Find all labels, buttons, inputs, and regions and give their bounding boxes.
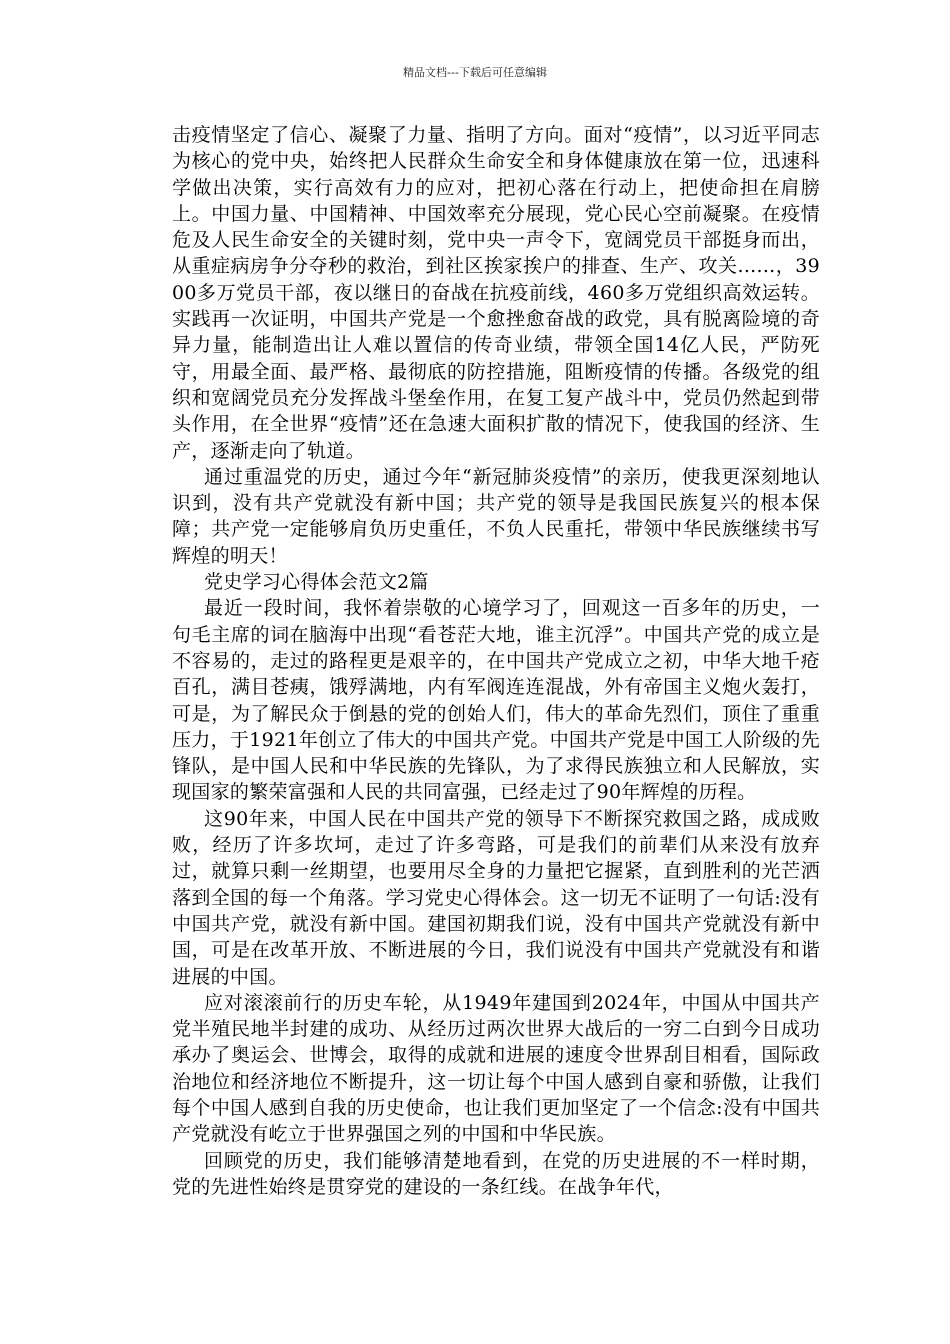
paragraph: 回顾党的历史，我们能够清楚地看到，在党的历史进展的不一样时期，党的先进性始终是贯穿党的建设的一条红线。在战争年代， xyxy=(172,1149,820,1198)
page-header: 精品文档---下载后可任意编辑 xyxy=(403,66,547,79)
paragraph: 通过重温党的历史，通过今年“新冠肺炎疫情”的亲历，使我更深刻地认识到，没有共产党就没有新中国；共产党的领导是我国民族复兴的根本保障；共产党一定能够肩负历史重任，不负人民重托，带领中华民族继续书写辉煌的明天！ xyxy=(172,465,820,567)
document-body xyxy=(172,122,820,1200)
paragraph: 最近一段时间，我怀着崇敬的心境学习了，回观这一百多年的历史，一句毛主席的词在脑海中出现“看苍茫大地，谁主沉浮”。中国共产党的成立是不容易的，走过的路程更是艰辛的，在中国共产党成立之初，中华大地千疮百孔，满目苍痍，饿殍满地，内有军阀连连混战，外有帝国主义炮火轰打，可是，为了解民众于倒悬的党的创始人们，伟大的革命先烈们，顶住了重重压力，于1921年创立了伟大的中国共产党。中国共产党是中国工人阶级的先锋队，是中国人民和中华民族的先锋队，为了求得民族独立和人民解放，实现国家的繁荣富强和人民的共同富强，已经走过了90年辉煌的历程。 xyxy=(172,597,820,804)
paragraph: 应对滚滚前行的历史车轮，从1949年建国到2024年，中国从中国共产党半殖民地半封建的成功、从经历过两次世界大战后的一穷二白到今日成功承办了奥运会、世博会，取得的成就和进展的速度令世界刮目相看，国际政治地位和经济地位不断提升，这一切让每个中国人感到自豪和骄傲，让我们每个中国人感到自我的历史使命，也让我们更加坚定了一个信念:没有中国共产党就没有屹立于世界强国之列的中国和中华民族。 xyxy=(172,991,820,1146)
paragraph: 这90年来，中国人民在中国共产党的领导下不断探究救国之路，成成败败，经历了许多坎坷，走过了许多弯路，可是我们的前辈们从来没有放弃过，就算只剩一丝期望，也要用尽全身的力量把它握紧，直到胜利的光芒洒落到全国的每一个角落。学习党史心得体会。这一切无不证明了一句话:没有中国共产党，就没有新中国。建国初期我们说，没有中国共产党就没有新中国，可是在改革开放、不断进展的今日，我们说没有中国共产党就没有和谐进展的中国。 xyxy=(172,807,820,988)
section-heading: 党史学习心得体会范文2篇 xyxy=(204,571,429,594)
paragraph: 击疫情坚定了信心、凝聚了力量、指明了方向。面对“疫情”，以习近平同志为核心的党中央，始终把人民群众生命安全和身体健康放在第一位，迅速科学做出决策，实行高效有力的应对，把初心落在行动上，把使命担在肩膀上。中国力量、中国精神、中国效率充分展现，党心民心空前凝聚。在疫情危及人民生命安全的关键时刻，党中央一声令下，宽阔党员干部挺身而出，从重症病房争分夺秒的救治，到社区挨家挨户的排查、生产、攻关......，3900多万党员干部，夜以继日的奋战在抗疫前线，460多万党组织高效运转。实践再一次证明，中国共产党是一个愈挫愈奋战的政党，具有脱离险境的奇异力量，能制造出让人难以置信的传奇业绩，带领全国14亿人民，严防死守，用最全面、最严格、最彻底的防控措施，阻断疫情的传播。各级党的组织和宽阔党员充分发挥战斗堡垒作用，在复工复产战斗中，党员仍然起到带头作用，在全世界“疫情”还在急速大面积扩散的情况下，使我国的经济、生产，逐渐走向了轨道。 xyxy=(172,124,820,462)
